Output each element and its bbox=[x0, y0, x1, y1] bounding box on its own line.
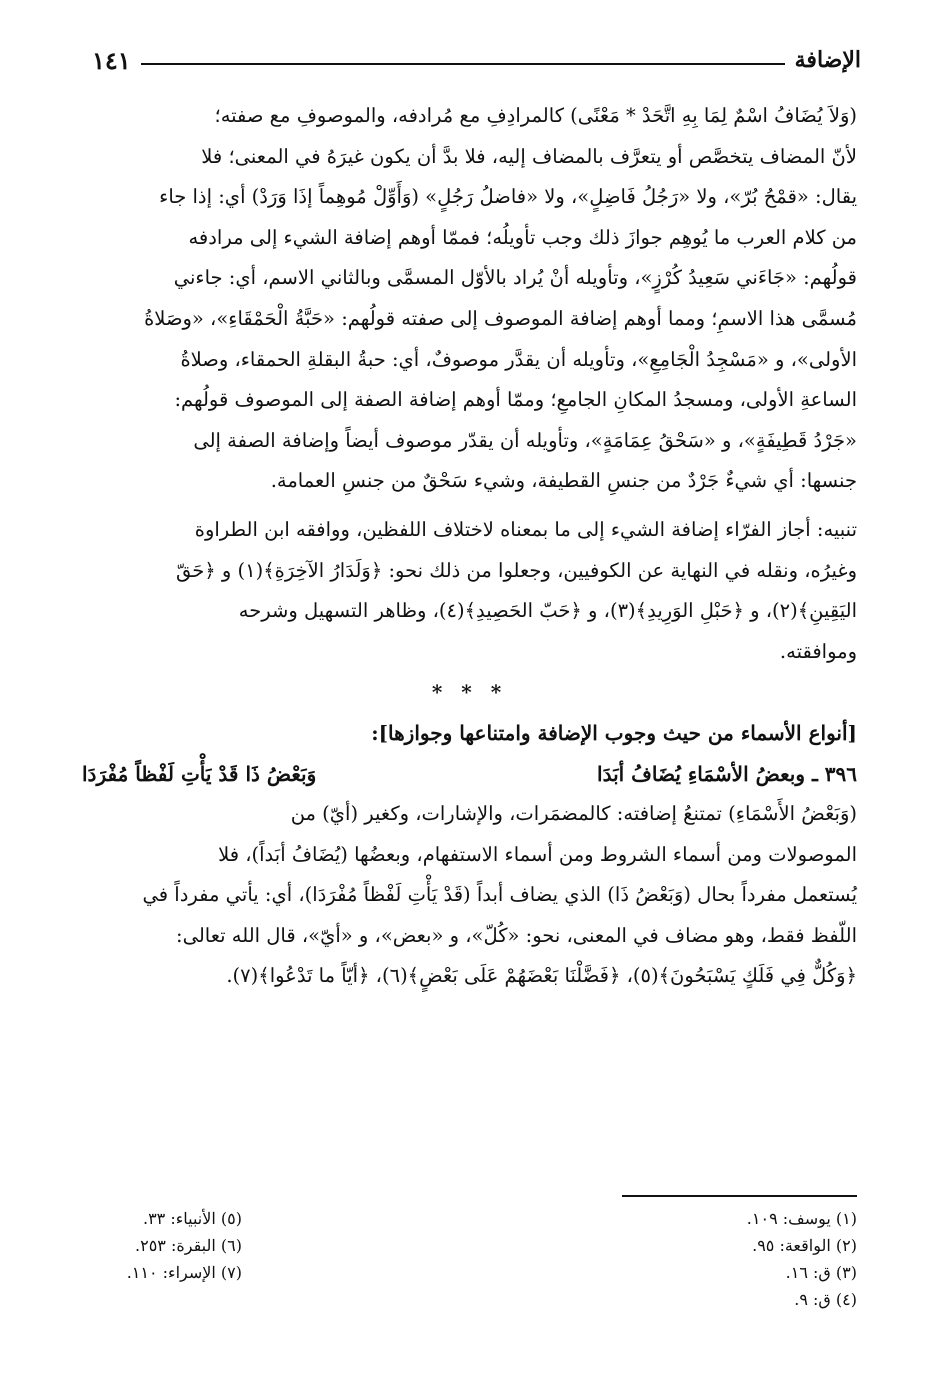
footnote-item: (٢) الواقعة: ٩٥. bbox=[752, 1236, 857, 1255]
footnotes bbox=[82, 1205, 857, 1313]
text-line: (وَلاَ يُضَافُ اسْمٌ لِمَا بِهِ اتَّحَدْ * مَعْنًى) كالمرادِفِ مع مُرادفه، والموصوفِ مع صفته؛ bbox=[214, 104, 857, 127]
footnote-rule bbox=[622, 1195, 857, 1197]
text-line: الموصولات ومن أسماء الشروط ومن أسماء الاستفهام، وبعضُها (يُضَافُ أبَداً)، فلا bbox=[218, 842, 857, 866]
text-line: مُسمَّى هذا الاسمِ؛ ومما أوهم إضافة الموصوف إلى صفته قولُهم: «حَبَّةُ الْحَمْقَاءِ»، «وصَلاةُ bbox=[144, 306, 857, 330]
text-line: جنسها: أي شيءٌ جَرْدٌ من جنسِ القطيفة، وشيء سَحْقٌ من جنسِ العمامة. bbox=[270, 469, 857, 493]
running-header bbox=[92, 40, 861, 80]
main-text bbox=[82, 96, 857, 997]
verse-second-hemistich: وَبَعْضُ ذَا قَدْ يَأْتِ لَفْظاً مُفْرَدَا bbox=[82, 761, 317, 786]
note-line: اليَقِينِ﴾(٢)، و ﴿حَبْلِ الوَرِيدِ﴾(٣)، و ﴿حَبّ الحَصِيدِ﴾(٤)، وظاهر التسهيل وشرحه bbox=[238, 599, 857, 623]
chapter-title: الإضافة bbox=[794, 47, 861, 73]
page-number: ١٤١ bbox=[92, 45, 131, 75]
text-line: لأنّ المضاف يتخصَّص أو يتعرَّف بالمضاف إليه، فلا بدَّ أن يكون غيرَهُ في المعنى؛ فلا bbox=[201, 144, 857, 168]
text-line: الساعةِ الأولى، ومسجدُ المكانِ الجامعِ؛ وممّا أوهم إضافة الصفة إلى الموصوف قولُهم: bbox=[174, 388, 857, 412]
text-line: من كلام العرب ما يُوهِم جوازَ ذلك وجب تأويلُه؛ فممّا أوهم إضافة الشيء إلى مرادفه bbox=[188, 225, 857, 249]
text-line: ﴿وَكُلٌّ فِي فَلَكٍ يَسْبَحُونَ﴾(٥)، ﴿فَضَّلْنَا بَعْضَهُمْ عَلَى بَعْضٍ﴾(٦)، ﴿أيّاً ما تَدْعُوا﴾(٧). bbox=[226, 964, 857, 988]
header-rule bbox=[141, 63, 785, 65]
footnote-item: (٦) البقرة: ٢٥٣. bbox=[135, 1236, 242, 1255]
text-line: قولُهم: «جَاءَني سَعِيدُ كُرْزٍ»، وتأويله أنْ يُراد بالأوّل المسمَّى وبالثاني الاسم، أي: جاءني bbox=[173, 266, 857, 290]
footnote-item: (١) يوسف: ١٠٩. bbox=[746, 1209, 857, 1228]
text-line: الأولى»، و «مَسْجِدُ الْجَامِعِ»، وتأويله أن يقدَّر موصوفٌ، أي: حبةُ البقلةِ الحمقاء، وصلاةُ bbox=[180, 347, 857, 371]
verse-first-hemistich: ٣٩٦ ـ وبعضُ الأسْمَاءِ يُضَافُ أبَدَا bbox=[597, 761, 857, 786]
footnote-item: (٧) الإسراء: ١١٠. bbox=[126, 1263, 242, 1282]
section-heading: [أنواع الأسماء من حيث وجوب الإضافة وامتناعها وجوازها]: bbox=[371, 720, 857, 745]
verse-line bbox=[82, 754, 857, 795]
section-separator: * * * bbox=[431, 680, 508, 705]
footnote-item: (٤) ق: ٩. bbox=[794, 1290, 857, 1309]
footnote-column-left bbox=[82, 1205, 242, 1313]
footnote-column-right bbox=[497, 1205, 857, 1313]
note-line: تنبيه: أجاز الفرّاء إضافة الشيء إلى ما بمعناه لاختلاف اللفظين، ووافقه ابن الطراوة bbox=[194, 517, 857, 541]
text-line: يقال: «قمْحُ بُرّ»، ولا «رَجُلُ فَاضِلٍ»، ولا «فاضلُ رَجُلٍ» (وَأَوِّلْ مُوهِماً إذَا وَرَدْ) أي: إذا جاء bbox=[159, 185, 857, 209]
footnote-item: (٣) ق: ١٦. bbox=[785, 1263, 857, 1282]
note-line: وغيرُه، ونقله في النهاية عن الكوفيين، وجعلوا من ذلك نحو: ﴿وَلَدَارُ الآخِرَةِ﴾(١) و ﴿حَقّ bbox=[175, 558, 857, 582]
footnote-item: (٥) الأنبياء: ٣٣. bbox=[142, 1209, 242, 1228]
text-line: اللّفظ فقط، وهو مضاف في المعنى، نحو: «كُلّ»، و «بعض»، و «أيّ»، قال الله تعالى: bbox=[176, 923, 857, 947]
text-line: يُستعمل مفرداً بحال (وَبَعْضُ ذَا) الذي يضاف أبداً (قَدْ يَأْتِ لَفْظاً مُفْرَدَا)، أي: يأتي مفرداً في bbox=[142, 883, 857, 907]
note-line: وموافقته. bbox=[779, 639, 857, 663]
text-line: (وَبَعْضُ الأَسْمَاءِ) تمتنعُ إضافته: كالمضمَرات، والإشارات، وكغير (أيّ) من bbox=[290, 802, 857, 826]
text-line: «جَرْدُ قَطِيفَةٍ»، و «سَحْقُ عِمَامَةٍ»، وتأويله أن يقدّر موصوف أيضاً وإضافة الصفة إلى bbox=[193, 428, 857, 452]
